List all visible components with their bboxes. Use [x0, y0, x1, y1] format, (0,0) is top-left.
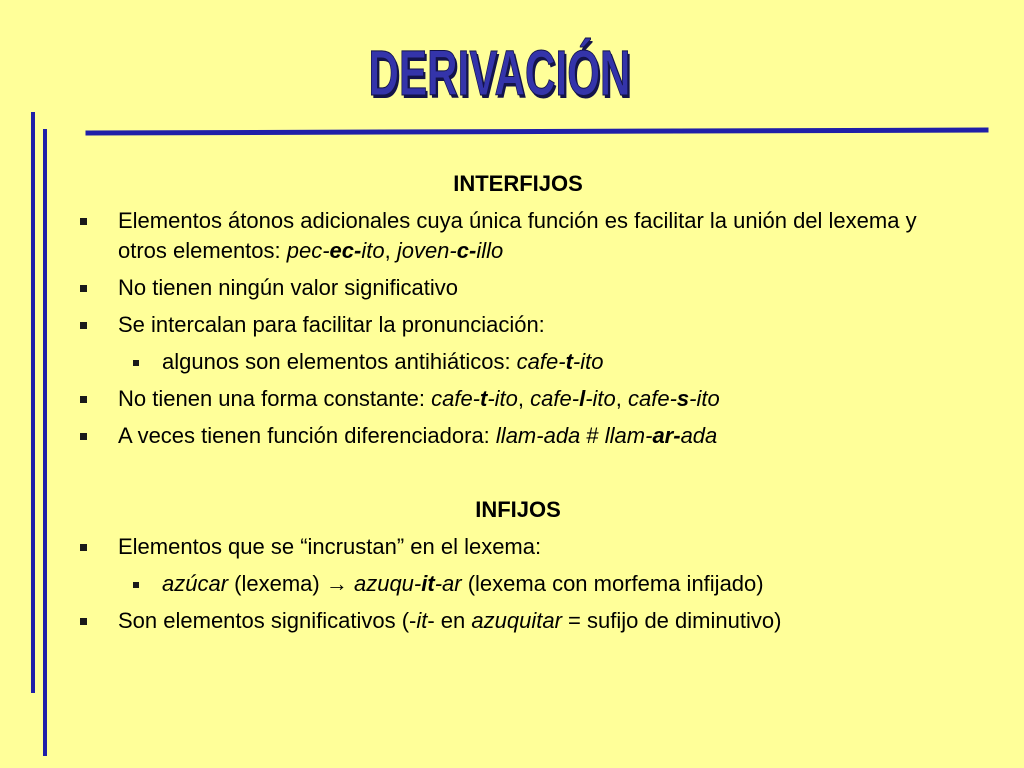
morpheme-highlight: ar- [652, 423, 681, 448]
text-segment: # [580, 423, 605, 448]
bullet-item [80, 384, 956, 414]
text-segment: Elementos que se “incrustan” en el lexema: [118, 534, 542, 559]
example-word: -ito [487, 386, 518, 411]
morpheme-highlight: it [421, 571, 435, 596]
text-segment: No tienen ningún valor significativo [118, 275, 458, 300]
morpheme-highlight: ec- [329, 238, 362, 263]
example-word: ada [680, 423, 718, 448]
morpheme-highlight: t [565, 349, 573, 374]
sub-bullet-item [133, 569, 956, 599]
text-segment: Elementos átonos adicionales cuya única función es facilitar la unión del lexema y otros elementos: [118, 208, 917, 263]
example-word: -ito [585, 386, 616, 411]
bullet-text [118, 421, 956, 451]
square-bullet-icon [133, 582, 139, 588]
square-bullet-icon [80, 396, 87, 403]
square-bullet-icon [80, 218, 87, 225]
text-segment: No tienen una forma constante: [118, 386, 432, 411]
bullet-text [118, 206, 956, 266]
bullet-text [118, 273, 956, 303]
sub-bullet-item [133, 347, 956, 377]
example-word: pec- [286, 238, 330, 263]
morpheme-highlight: s [676, 386, 690, 411]
square-bullet-icon [80, 544, 87, 551]
text-segment: (lexema) → [228, 571, 354, 596]
text-segment: Se intercalan para facilitar la pronunciación: [118, 312, 545, 337]
slide-title-text: DERIVACIÓN [368, 37, 632, 109]
bullet-text [118, 384, 956, 414]
section-heading-infijos: INFIJOS [475, 497, 561, 522]
square-bullet-icon [80, 285, 87, 292]
example-word: llam- [604, 423, 653, 448]
example-word: cafe- [431, 386, 481, 411]
slide-body [80, 169, 956, 636]
square-bullet-icon [80, 322, 87, 329]
bullet-item [80, 606, 956, 636]
bullet-item [80, 310, 956, 377]
title-underline-rule [88, 130, 986, 133]
example-word: cafe- [516, 349, 566, 374]
morpheme-highlight: l [579, 386, 586, 411]
text-segment: A veces tienen función diferenciadora: [118, 423, 496, 448]
bullet-item [80, 532, 956, 599]
bullet-item [80, 421, 956, 451]
example-word: cafe- [627, 386, 677, 411]
bullet-text [118, 606, 956, 636]
example-word: it [416, 608, 428, 633]
sub-bullet-text [162, 347, 956, 377]
text-segment: = sufijo de diminutivo) [561, 608, 782, 633]
text-segment: , [517, 386, 531, 411]
text-segment: , [615, 386, 628, 411]
section-heading-interfijos: INTERFIJOS [453, 171, 583, 196]
sub-bullet-text [162, 569, 956, 599]
bullet-item [80, 273, 956, 303]
example-word: azúcar [162, 571, 229, 596]
example-word: illo [476, 238, 504, 263]
bullet-text [118, 532, 956, 562]
example-word: llam-ada [495, 423, 581, 448]
morpheme-highlight: t [480, 386, 488, 411]
bullet-item [80, 206, 956, 266]
example-word: ito [361, 238, 385, 263]
example-word: -ito [572, 349, 604, 374]
text-segment: algunos son elementos antihiáticos: [162, 349, 517, 374]
example-word: cafe- [530, 386, 580, 411]
example-word: azuqu- [353, 571, 422, 596]
text-segment: - en [427, 608, 472, 633]
square-bullet-icon [133, 360, 139, 366]
example-word: -ar [434, 571, 462, 596]
example-word: joven- [396, 238, 457, 263]
slide-title [250, 37, 750, 109]
example-word: -ito [689, 386, 720, 411]
square-bullet-icon [80, 618, 87, 625]
text-segment: , [384, 238, 397, 263]
text-segment: Son elementos significativos (- [118, 608, 417, 633]
square-bullet-icon [80, 433, 87, 440]
bullet-text [118, 310, 956, 340]
example-word: azuquitar [471, 608, 562, 633]
morpheme-highlight: c- [456, 238, 477, 263]
text-segment: (lexema con morfema infijado) [461, 571, 764, 596]
